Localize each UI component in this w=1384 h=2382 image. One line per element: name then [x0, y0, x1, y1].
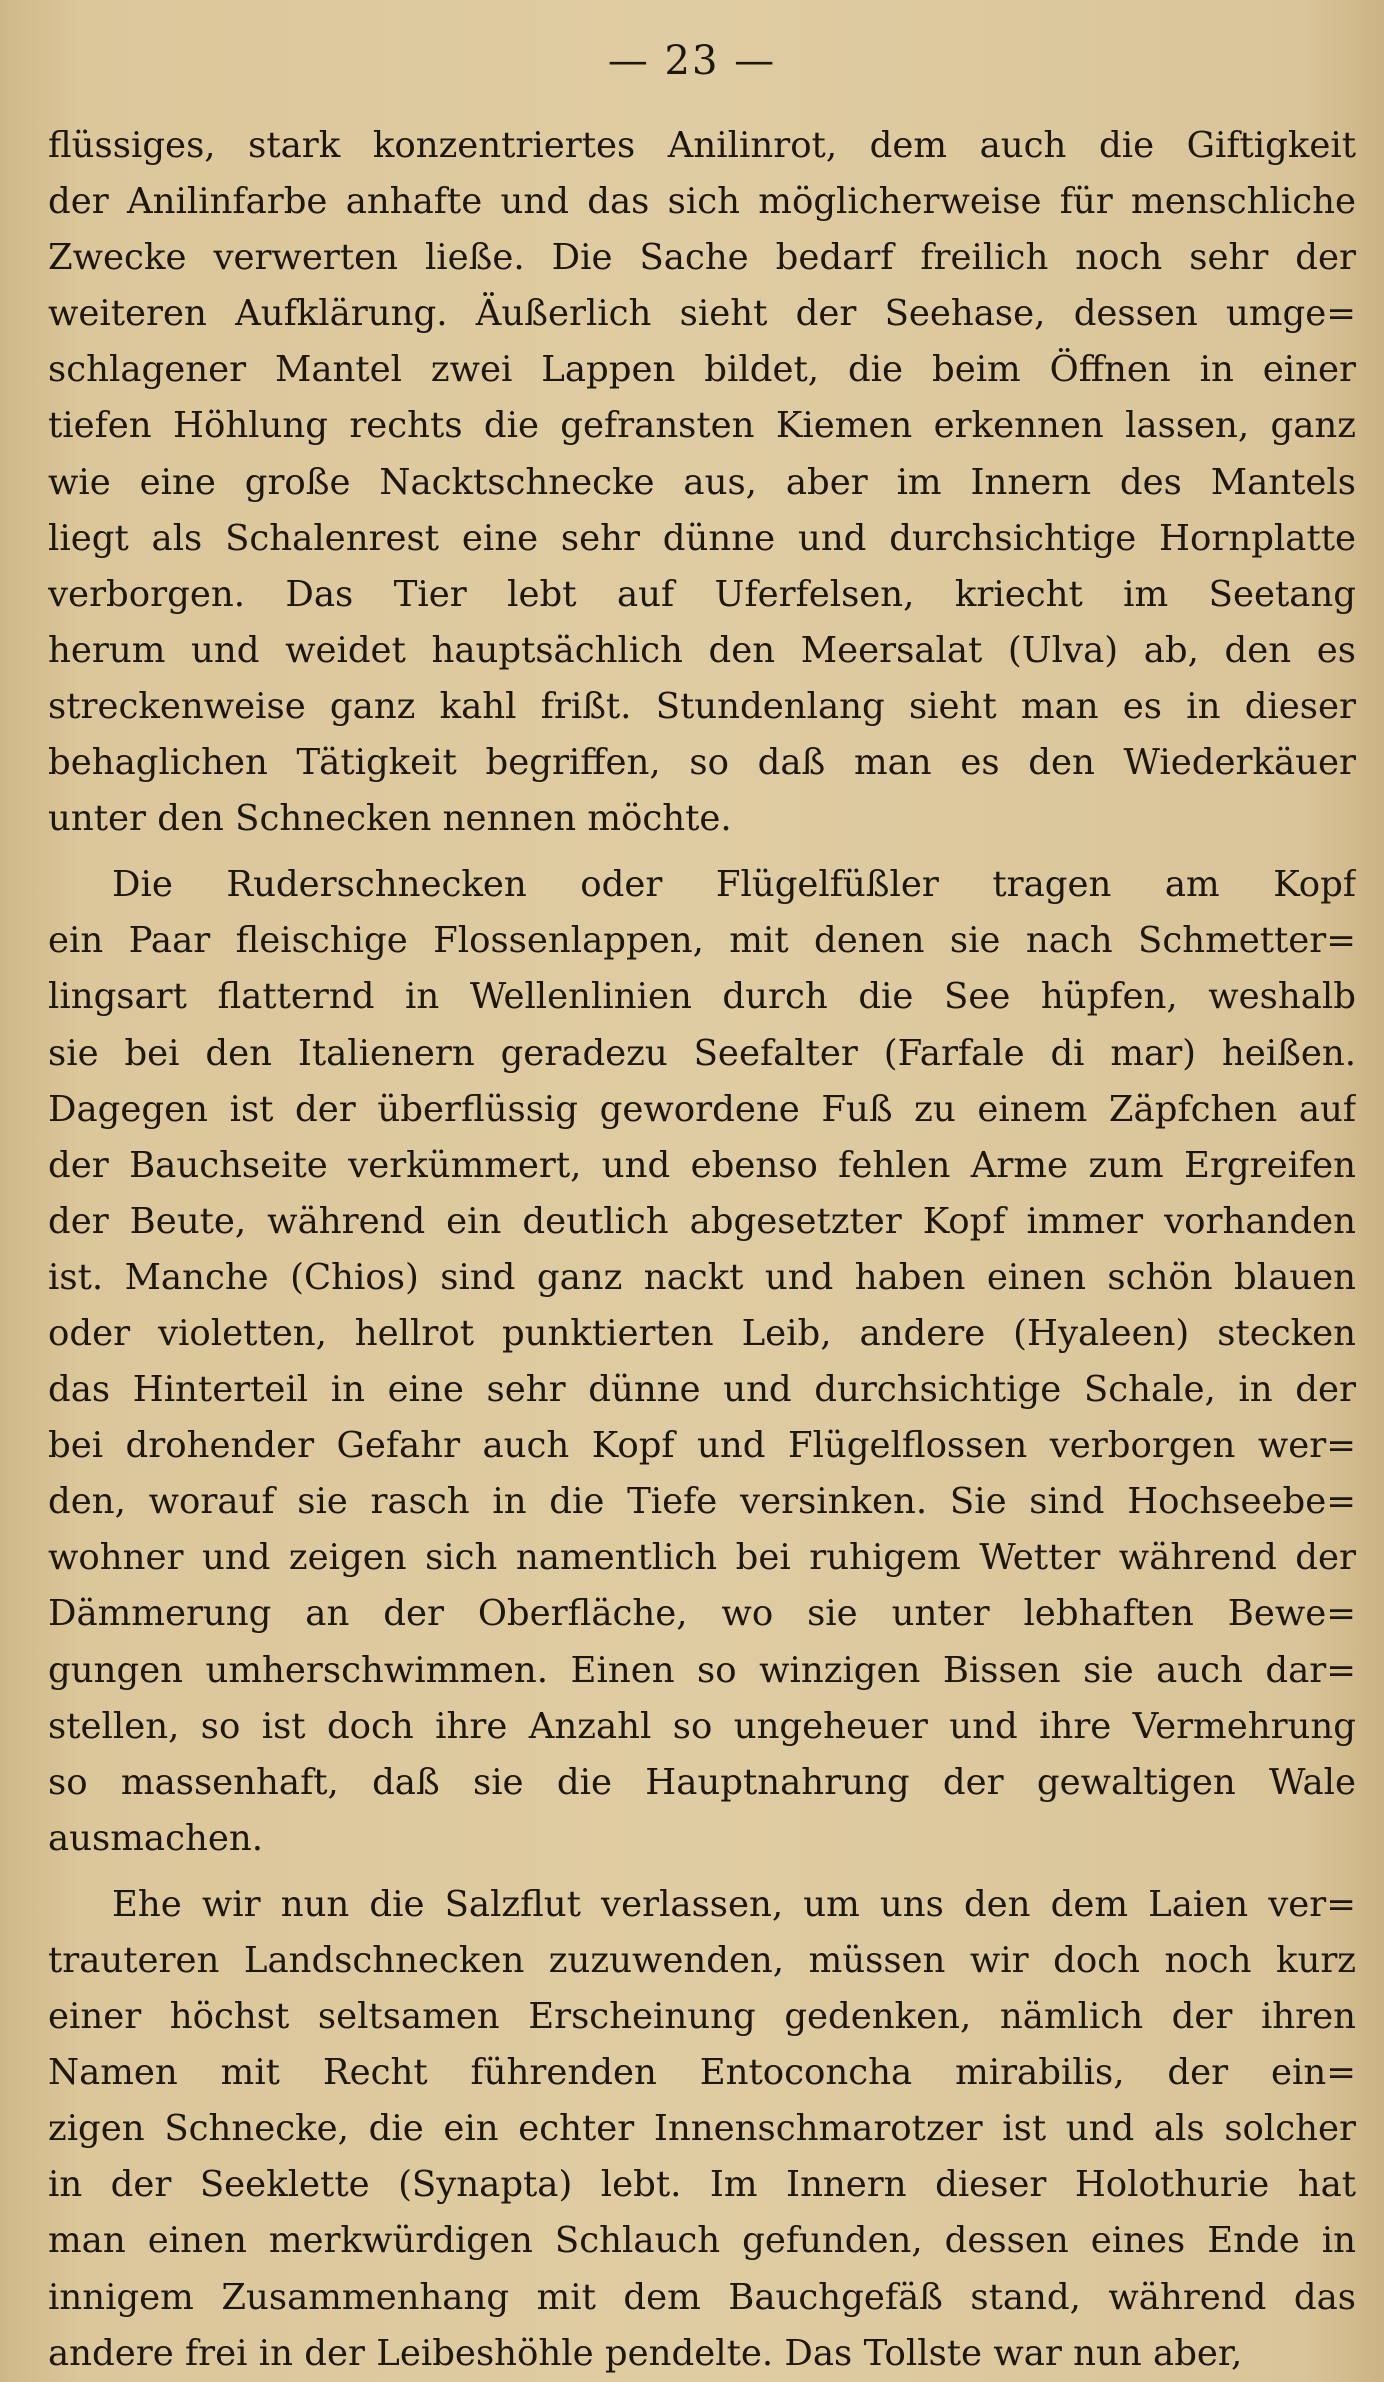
- paragraph-gap: [48, 1867, 1356, 1877]
- text-line: ausmachen.: [48, 1817, 263, 1859]
- text-line: unter den Schnecken nennen möchte.: [48, 798, 732, 840]
- text-line: streckenweise ganz kahl frißt. Stundenlang sieht man es in dieser: [48, 685, 1356, 727]
- text-line: der Bauchseite verkümmert, und ebenso fehlen Arme zum Ergreifen: [48, 1144, 1356, 1186]
- text-line: Namen mit Recht führenden Entoconcha mirabilis, der ein=: [48, 2052, 1356, 2094]
- text-line: behaglichen Tätigkeit begriffen, so daß man es den Wiederkäuer: [48, 742, 1356, 784]
- text-line: wohner und zeigen sich namentlich bei ruhigem Wetter während der: [48, 1537, 1356, 1579]
- text-line: der Anilinfarbe anhafte und das sich möglicherweise für menschliche: [48, 181, 1356, 223]
- text-line: lingsart flatternd in Wellenlinien durch die See hüpfen, weshalb: [48, 976, 1356, 1018]
- text-line: zigen Schnecke, die ein echter Innenschmarotzer ist und als solcher: [48, 2108, 1356, 2150]
- text-line: bei drohender Gefahr auch Kopf und Flügelflossen verborgen wer=: [48, 1425, 1356, 1467]
- text-line: Ehe wir nun die Salzflut verlassen, um uns den dem Laien ver=: [112, 1883, 1356, 1925]
- paragraph: [48, 857, 1356, 1867]
- text-line: so massenhaft, daß sie die Hauptnahrung der gewaltigen Wale: [48, 1761, 1356, 1803]
- text-line: gungen umherschwimmen. Einen so winzigen Bissen sie auch dar=: [48, 1649, 1356, 1691]
- text-line: oder violetten, hellrot punktierten Leib, andere (Hyaleen) stecken: [48, 1312, 1356, 1354]
- text-line: man einen merkwürdigen Schlauch gefunden, dessen eines Ende in: [48, 2220, 1356, 2262]
- text-line: in der Seeklette (Synapta) lebt. Im Innern dieser Holothurie hat: [48, 2164, 1356, 2206]
- text-line: herum und weidet hauptsächlich den Meersalat (Ulva) ab, den es: [48, 629, 1356, 671]
- text-line: wie eine große Nacktschnecke aus, aber im Innern des Mantels: [48, 461, 1356, 503]
- text-line: Dämmerung an der Oberfläche, wo sie unter lebhaften Bewe=: [48, 1593, 1356, 1635]
- body-text: [48, 118, 1356, 2382]
- text-line: ein Paar fleischige Flossenlappen, mit denen sie nach Schmetter=: [48, 920, 1356, 962]
- text-line: ist. Manche (Chios) sind ganz nackt und haben einen schön blauen: [48, 1256, 1356, 1298]
- text-line: innigem Zusammenhang mit dem Bauchgefäß stand, während das: [48, 2276, 1356, 2318]
- paragraph: [48, 1877, 1356, 2382]
- text-line: Dagegen ist der überflüssig gewordene Fuß zu einem Zäpfchen auf: [48, 1088, 1356, 1130]
- text-line: einer höchst seltsamen Erscheinung gedenken, nämlich der ihren: [48, 1996, 1356, 2038]
- paragraph-gap: [48, 847, 1356, 857]
- text-line: verborgen. Das Tier lebt auf Uferfelsen, kriecht im Seetang: [48, 573, 1356, 615]
- text-line: schlagener Mantel zwei Lappen bildet, die beim Öffnen in einer: [48, 349, 1356, 391]
- text-line: flüssiges, stark konzentriertes Anilinrot, dem auch die Giftigkeit: [48, 125, 1356, 166]
- text-line: das Hinterteil in eine sehr dünne und durchsichtige Schale, in der: [48, 1369, 1356, 1411]
- text-line: liegt als Schalenrest eine sehr dünne und durchsichtige Hornplatte: [48, 517, 1356, 559]
- text-line: den, worauf sie rasch in die Tiefe versinken. Sie sind Hochseebe=: [48, 1481, 1356, 1523]
- paragraph: [48, 118, 1356, 847]
- text-line: sie bei den Italienern geradezu Seefalter (Farfale di mar) heißen.: [48, 1032, 1356, 1074]
- text-line: tiefen Höhlung rechts die gefransten Kiemen erkennen lassen, ganz: [48, 405, 1356, 447]
- page-number: — 23 —: [607, 38, 777, 84]
- text-line: weiteren Aufklärung. Äußerlich sieht der Seehase, dessen umge=: [48, 293, 1356, 335]
- text-line: stellen, so ist doch ihre Anzahl so ungeheuer und ihre Vermehrung: [48, 1705, 1356, 1747]
- text-line: Zwecke verwerten ließe. Die Sache bedarf freilich noch sehr der: [48, 237, 1356, 279]
- text-line: Die Ruderschnecken oder Flügelfüßler tragen am Kopf: [112, 864, 1356, 906]
- text-line: trauteren Landschnecken zuzuwenden, müssen wir doch noch kurz: [48, 1940, 1356, 1981]
- text-line: der Beute, während ein deutlich abgesetzter Kopf immer vorhanden: [48, 1200, 1356, 1242]
- text-line: andere frei in der Leibeshöhle pendelte. Das Tollste war nun aber,: [48, 2332, 1243, 2374]
